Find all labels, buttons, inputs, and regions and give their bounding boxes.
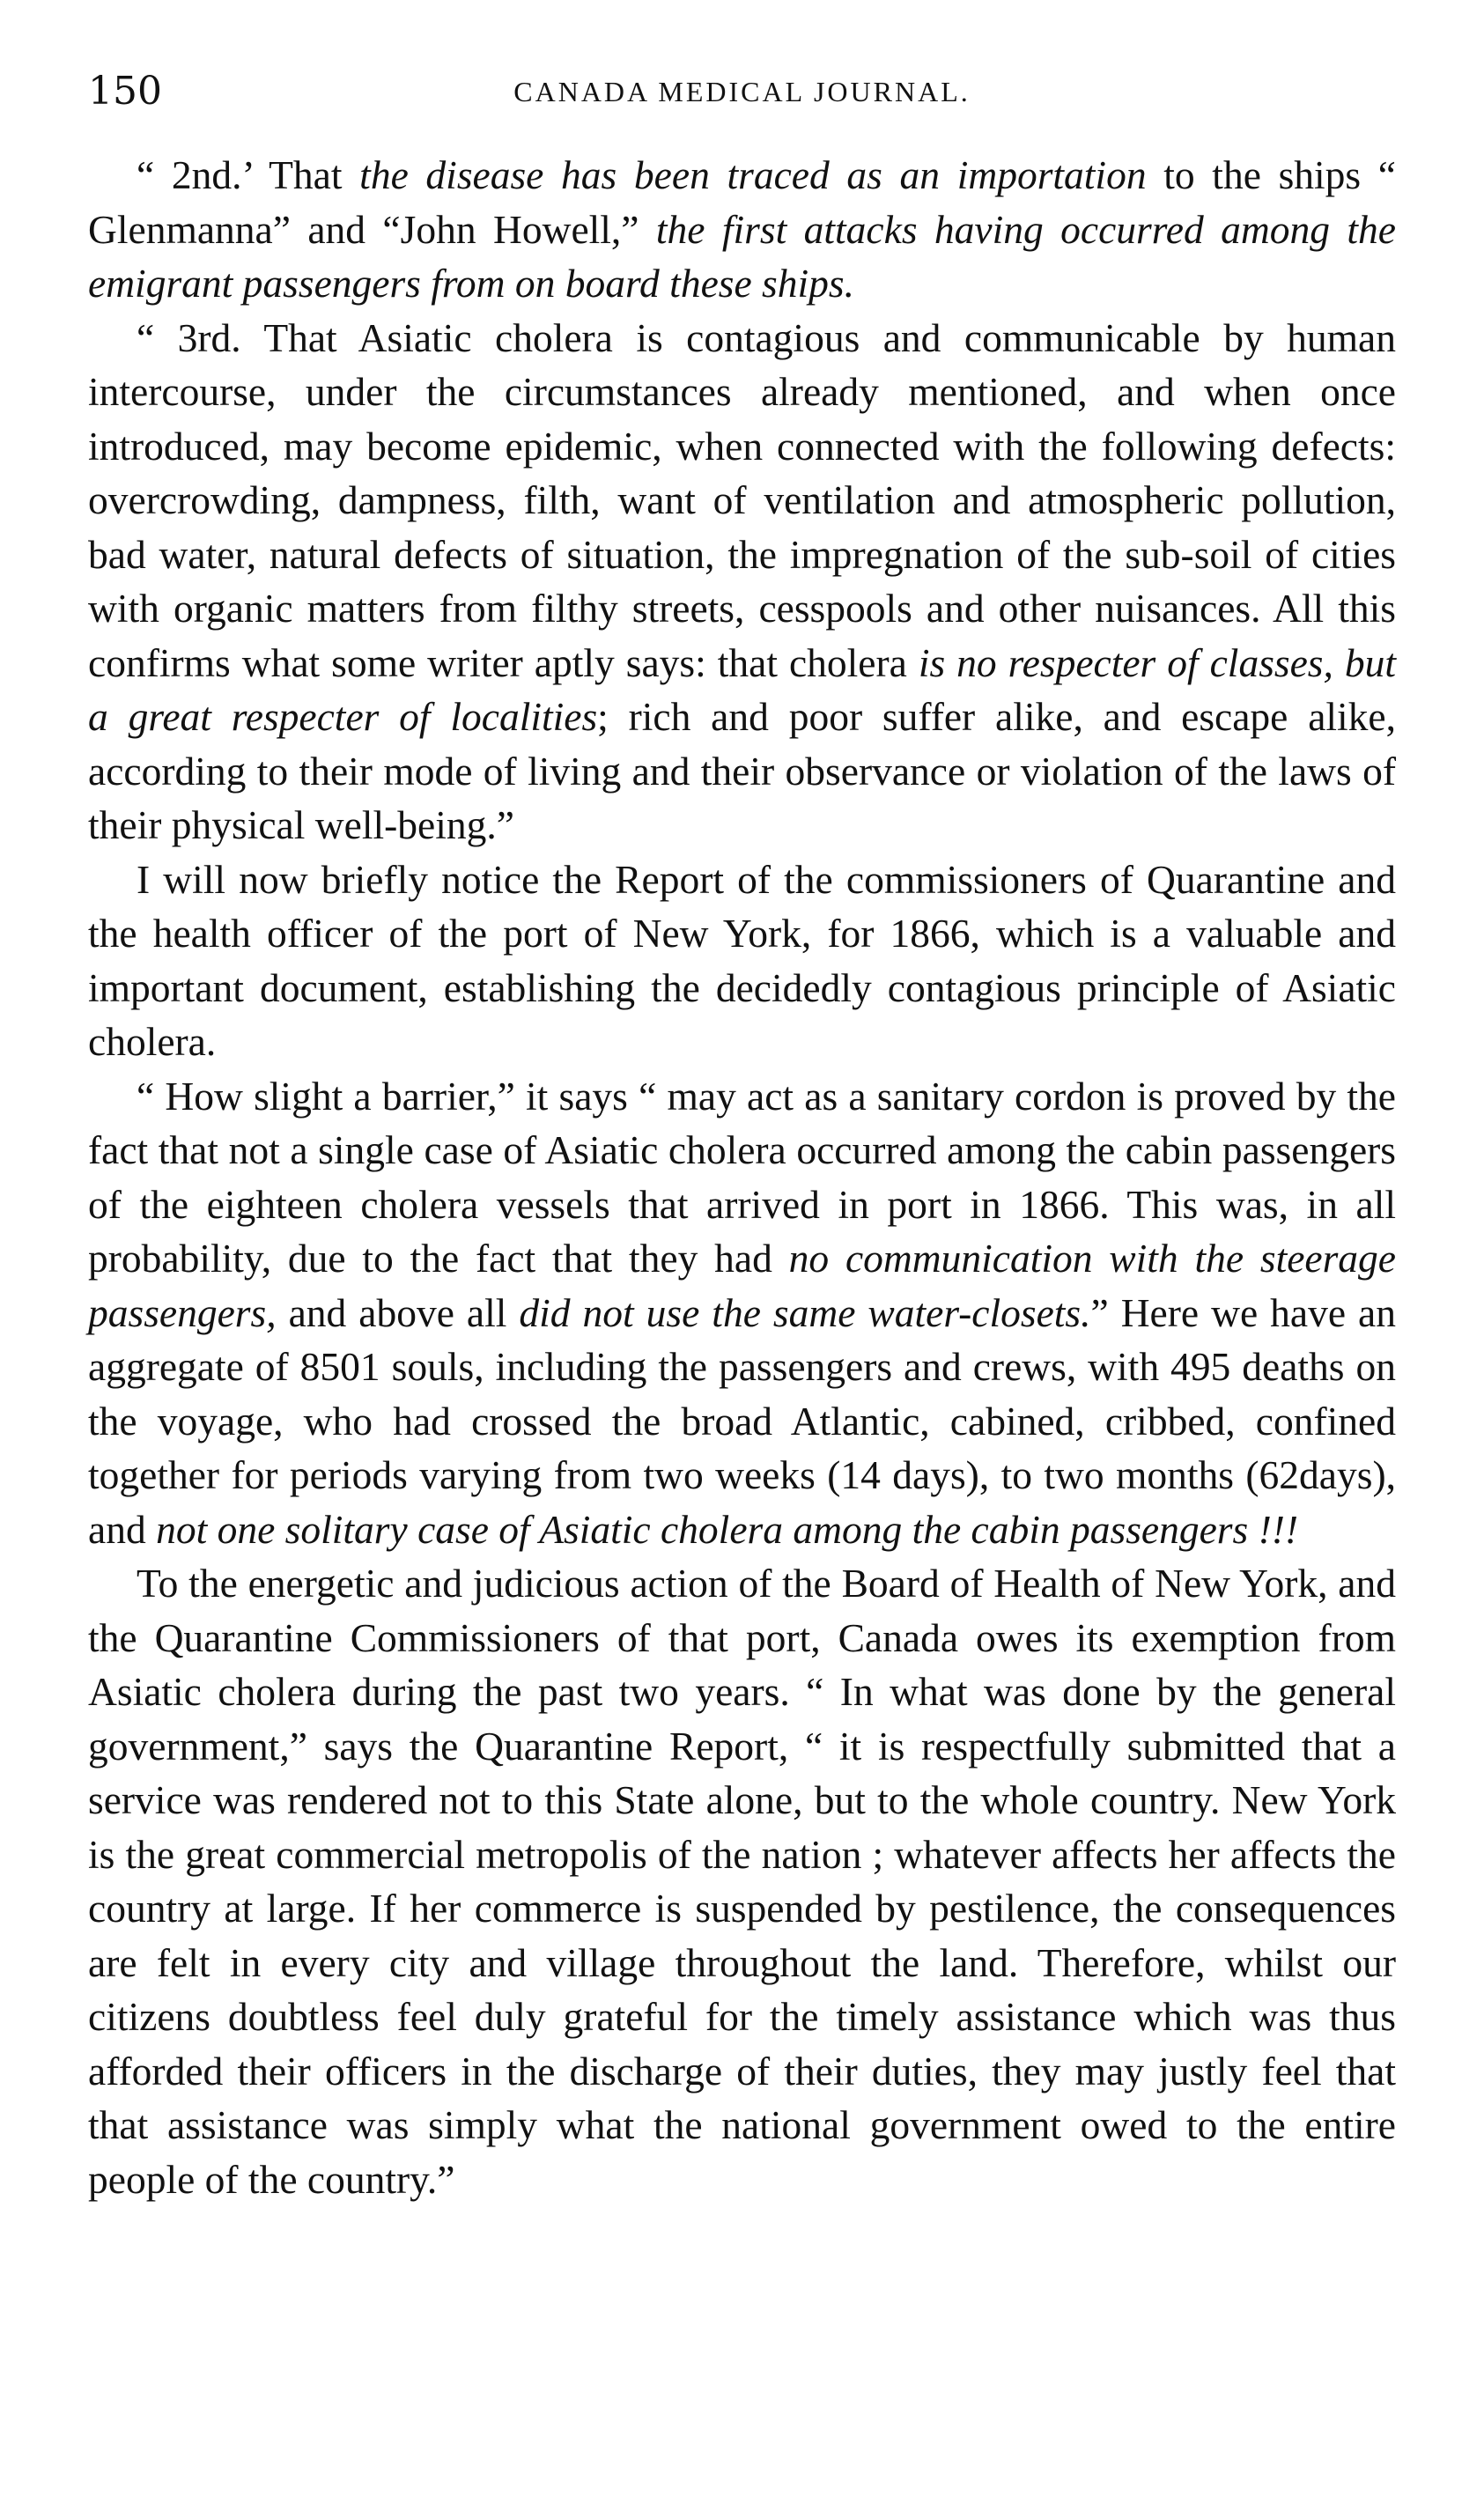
text-run: “ 2nd.’ That [137, 152, 360, 197]
text-run: and above all [276, 1289, 520, 1335]
italic-text: no communication with the steerage passengers, [88, 1236, 1396, 1335]
paragraph [88, 853, 1396, 1069]
italic-text: not one solitary case of Asiatic cholera among the cabin passengers !!! [156, 1506, 1299, 1552]
text-run: ” Here we have an aggregate of 8501 souls, including the passengers and crews, with 495 deaths on the voyage, who had crossed the broad Atlantic, cabined, cribbed, confined together for periods varying from two weeks (14 days), to two months (62days), and [88, 1289, 1396, 1552]
article-body [88, 148, 1396, 2206]
italic-text: the disease has been traced as an importation [359, 152, 1147, 197]
page-header [88, 69, 1396, 122]
text-run: “ 3rd. That Asiatic cholera is contagious and communicable by human intercourse, under the circumstances already mentioned, and when once introduced, may become epidemic, when connected with the following defects: overcrowding, dampness, filth, want of ventilation and atmospheric pollution, bad water, natural defects of situation, the impregnation of the sub-soil of cities with organic matters from filthy streets, cesspools and other nuisances. All this confirms what some writer aptly says: that cholera [88, 314, 1396, 685]
italic-text: is no respecter of classes, but a great respecter of localities [88, 639, 1397, 739]
page-number: 150 [88, 69, 162, 114]
running-title: CANADA MEDICAL JOURNAL. [513, 76, 971, 107]
italic-text: did not use the same water-closets. [519, 1289, 1091, 1335]
paragraph [88, 1069, 1396, 1557]
text-run: ; rich and poor suffer alike, and escape alike, according to their mode of living and their observance or violation of the laws of their physical well-being.” [88, 694, 1396, 847]
text-run: I will now briefly notice the Report of the commissioners of Quarantine and the health officer of the port of New York, for 1866, which is a valuable and important document, establishing the decidedly contagious principle of Asiatic cholera. [88, 856, 1396, 1064]
paragraph [88, 1556, 1396, 2206]
italic-text: the first attacks having occurred among the emigrant passengers from on board these ships. [88, 206, 1396, 306]
text-run: “ How slight a barrier,” it says “ may act as a sanitary cordon is proved by the fact that not a single case of Asiatic cholera occurred among the cabin passengers of the eighteen cholera vessels that arrived in port in 1866. This was, in all probability, due to the fact that they had [88, 1073, 1396, 1281]
text-run: To the energetic and judicious action of the Board of Health of New York, and the Quarantine Commissioners of that port, Canada owes its exemption from Asiatic cholera during the past two years. “ In what was done by the general government,” says the Quarantine Report, “ it is respectfully submitted that a service was rendered not to this State alone, but to the whole country. New York is the great commercial metropolis of the nation ; whatever affects her affects the country at large. If her commerce is suspended by pestilence, the consequences are felt in every city and village throughout the land. Therefore, whilst our citizens doubtless feel duly grateful for the timely assistance which was thus afforded their officers in the discharge of their duties, they may justly feel that that assistance was simply what the national government owed to the entire people of the country.” [88, 1561, 1396, 2202]
paragraph [88, 311, 1396, 853]
text-run: to the ships “ Glenmanna” and “John Howell,” [88, 152, 1396, 252]
paragraph [88, 148, 1396, 311]
